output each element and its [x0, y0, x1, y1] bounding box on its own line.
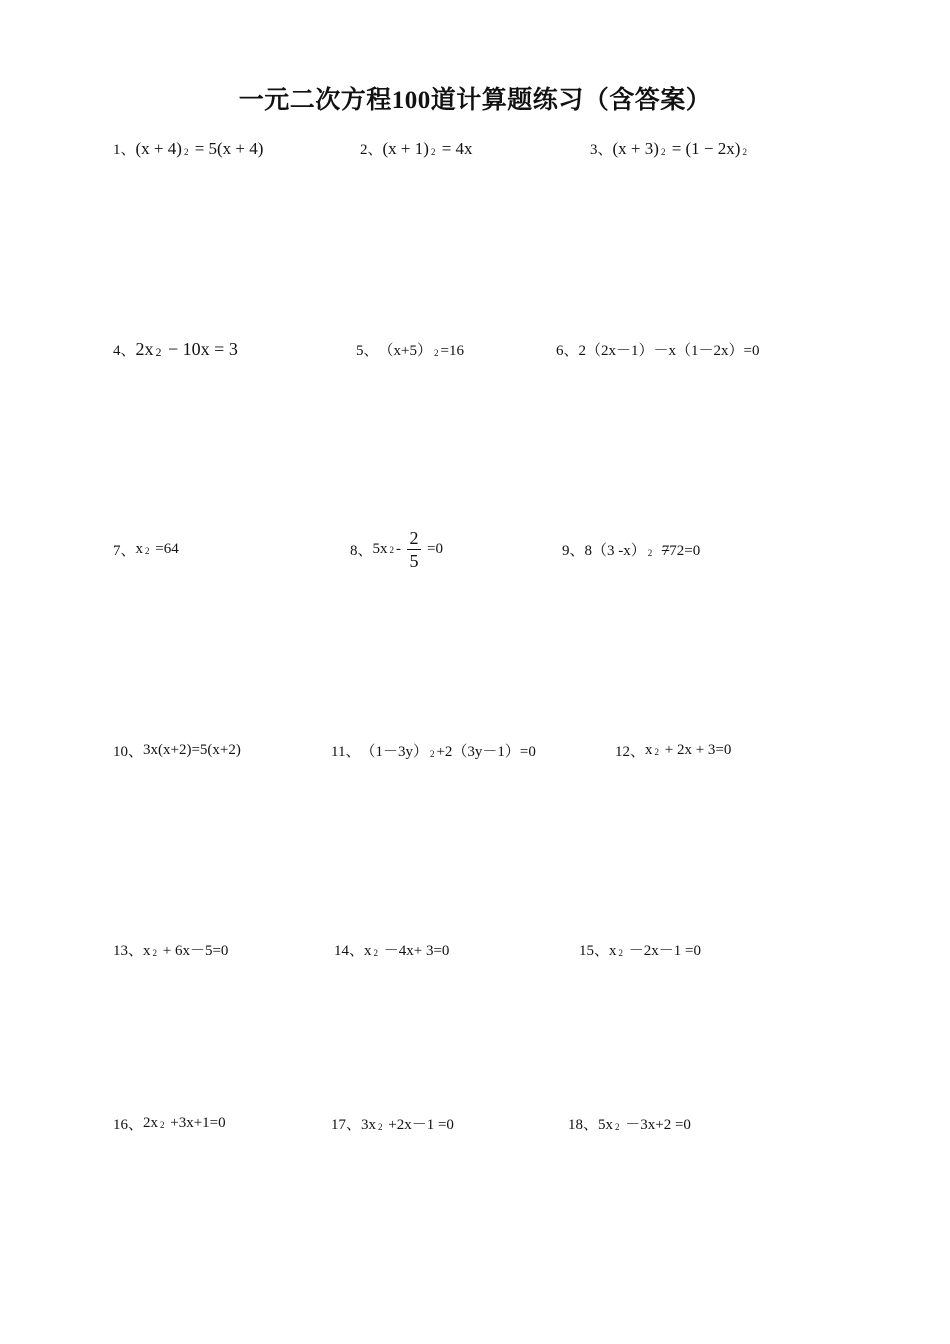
problem-14: [334, 939, 449, 960]
problem-number: 8、: [350, 542, 373, 559]
page-title: 一元二次方程100道计算题练习（含答案）: [238, 87, 712, 114]
problem-7: [113, 539, 179, 560]
problem-expression: (x + 3) 2 = (1 − 2x) 2: [612, 138, 747, 158]
problem-expression: 8（3 -x） 2 772=0: [584, 543, 701, 559]
problem-expression: 2x 2 +3x+1=0: [143, 1115, 226, 1131]
problem-number: 16、: [113, 1117, 144, 1133]
problem-expression: 2（2x－1）－x（1－2x）=0: [578, 343, 760, 359]
problem-number: 15、: [579, 943, 610, 959]
problem-number: 14、: [334, 943, 365, 959]
problem-number: 11、: [331, 744, 361, 760]
problem-number: 18、: [568, 1117, 599, 1133]
problem-17: [331, 1113, 454, 1134]
problem-expression: 5x 2 - $\frac{2}{5}$ =0: [372, 527, 443, 571]
problem-number: 17、: [331, 1117, 362, 1133]
problem-expression: x 2 －4x+ 3=0: [364, 943, 450, 959]
problem-10: [113, 740, 241, 761]
problem-16: [113, 1113, 226, 1134]
problem-expression: x 2 =64: [135, 541, 179, 557]
problem-row-3: [0, 524, 950, 584]
problem-number: 12、: [615, 744, 646, 760]
problem-expression: x 2 + 6x－5=0: [143, 943, 229, 959]
problem-expression: x 2 －2x－1 =0: [609, 943, 701, 959]
problem-expression: 3x 2 +2x－1 =0: [361, 1117, 454, 1133]
problem-number: 2、: [360, 142, 383, 158]
problem-row-1: [0, 138, 950, 178]
problem-expression: 5x 2 －3x+2 =0: [598, 1117, 691, 1133]
problem-number: 10、: [113, 744, 144, 760]
problem-expression: (x + 1) 2 = 4x: [382, 138, 473, 158]
problem-13: [113, 939, 228, 960]
problem-expression: 3x(x+2)=5(x+2): [143, 742, 241, 758]
problem-number: 1、: [113, 142, 136, 158]
problem-expression: （1－3y） 2 +2（3y－1）=0: [360, 744, 536, 760]
problem-8: [350, 524, 443, 574]
problem-number: 5、: [356, 343, 379, 359]
problem-5: [356, 339, 464, 360]
problem-number: 7、: [113, 543, 136, 559]
problem-number: 6、: [556, 343, 579, 359]
problem-4: [113, 339, 238, 360]
problem-3: [590, 138, 749, 159]
problem-2: [360, 138, 473, 159]
problem-expression: （x+5） 2 =16: [378, 343, 464, 359]
problem-9: [562, 539, 700, 560]
problem-15: [579, 939, 701, 960]
problem-12: [615, 740, 731, 761]
problem-18: [568, 1113, 691, 1134]
problem-number: 9、: [562, 543, 585, 559]
problem-number: 13、: [113, 943, 144, 959]
problem-number: 4、: [113, 343, 136, 359]
problem-expression: (x + 4) 2 = 5(x + 4): [135, 138, 264, 158]
problem-number: 3、: [590, 142, 613, 158]
problem-11: [331, 740, 536, 761]
problem-expression: 2x 2 − 10x = 3: [135, 339, 238, 359]
problem-row-2: [0, 339, 950, 379]
fraction: $\frac{2}{5}$: [407, 527, 421, 572]
problem-row-4: [0, 740, 950, 780]
problem-1: [113, 138, 263, 159]
problem-row-6: [0, 1113, 950, 1153]
problem-6: [556, 339, 759, 360]
problem-expression: x 2 + 2x + 3=0: [645, 742, 732, 758]
problem-row-5: [0, 939, 950, 979]
